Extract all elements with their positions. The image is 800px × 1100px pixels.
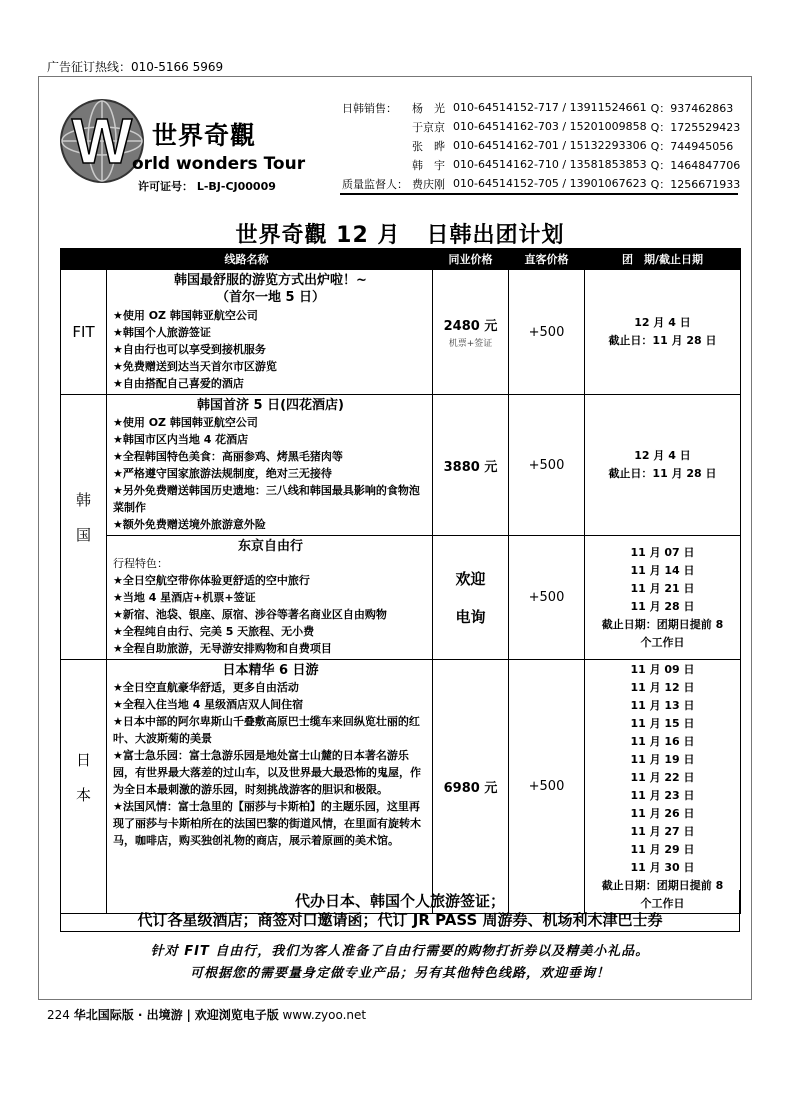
route-feature: ★另外免费赠送韩国历史遗地：三八线和韩国最具影响的食物泡菜制作 — [113, 484, 420, 514]
route-feature: ★使用 OZ 韩国韩亚航空公司 — [113, 416, 258, 429]
contact-label — [340, 155, 410, 174]
page-title — [0, 218, 800, 249]
deadline: 个工作日 — [640, 635, 685, 649]
route-title: 韩国最舒服的游览方式出炉啦！~ — [174, 273, 367, 288]
footer-note: 欢迎浏览电子版 — [194, 1008, 279, 1022]
tour-dates — [585, 660, 741, 914]
route-feature: ★全程自助旅游，无导游安排购物和自费项目 — [113, 642, 332, 655]
route-feature: ★免费赠送到达当天首尔市区游览 — [113, 360, 277, 373]
direct-price: +500 — [509, 395, 585, 536]
route-title: 日本精华 6 日游 — [222, 663, 319, 678]
contact-label: 质量监督人： — [342, 177, 408, 191]
title-part2: 日韩出团计划 — [426, 223, 565, 248]
date-item: 11 月 16 日 — [630, 734, 695, 748]
table-header-row — [61, 249, 741, 270]
tour-dates — [585, 395, 741, 536]
contact-qq: Q：1464847706 — [650, 158, 741, 172]
services-box — [60, 890, 740, 932]
route-feature: ★日本中部的阿尔卑斯山千叠敷高原巴士缆车来回纵览壮丽的红叶、大波斯菊的美景 — [113, 715, 420, 745]
date-item: 11 月 07 日 — [630, 545, 695, 559]
header — [50, 84, 740, 194]
date-item: 11 月 28 日 — [630, 599, 695, 613]
contact-phone: 010-64514152-717 / 13911524661 — [453, 101, 647, 114]
deadline: 个工作日 — [640, 896, 685, 910]
direct-price: +500 — [509, 270, 585, 395]
price-value: 2480 元 — [443, 319, 498, 334]
category-japan-cell — [61, 660, 107, 914]
contact-label: 日韩销售： — [342, 101, 397, 115]
contact-phone: 010-64514162-710 / 13581853853 — [453, 158, 647, 171]
route-feature: ★自由搭配自己喜爱的酒店 — [113, 377, 244, 390]
table-row — [61, 270, 741, 395]
date-item: 11 月 29 日 — [630, 842, 695, 856]
route-cell — [107, 395, 433, 536]
header-trade-price: 同业价格 — [433, 249, 509, 270]
date-item: 11 月 21 日 — [630, 581, 695, 595]
header-direct-price: 直客价格 — [509, 249, 585, 270]
category-korea: 韩国 — [74, 492, 92, 562]
table-row — [61, 395, 741, 536]
contact-row — [340, 117, 742, 136]
ad-hotline: 广告征订热线：010-5166 5969 — [47, 60, 224, 74]
route-feature: ★额外免费赠送境外旅游意外险 — [113, 518, 266, 531]
contact-row — [340, 155, 742, 174]
date-item: 11 月 09 日 — [630, 662, 695, 676]
license-number: 许可证号： L-BJ-CJ00009 — [138, 180, 276, 193]
contact-phone: 010-64514162-703 / 15201009858 — [453, 120, 647, 133]
route-feature: ★严格遵守国家旅游法规制度，绝对三无接待 — [113, 467, 332, 480]
contact-row — [340, 174, 742, 193]
trade-price — [433, 536, 509, 660]
route-feature: ★全程入住当地 4 星级酒店双人间住宿 — [113, 698, 304, 711]
contact-name: 杨 光 — [412, 101, 445, 115]
category-korea-cell — [61, 395, 107, 660]
price-note: 机票+签证 — [448, 339, 493, 349]
contact-phone: 010-64514162-701 / 15132293306 — [453, 139, 647, 152]
contact-name: 费庆刚 — [412, 177, 445, 191]
deadline: 截止日期：团期日提前 8 — [601, 878, 724, 892]
date-item: 11 月 30 日 — [630, 860, 695, 874]
deadline: 截止日期：团期日提前 8 — [601, 617, 724, 631]
direct-price: +500 — [509, 536, 585, 660]
route-feature: ★韩国个人旅游签证 — [113, 326, 211, 339]
route-feature: ★法国风情：富士急里的【丽莎与卡斯柏】的主题乐园，这里再现了丽莎与卡斯柏所在的法国巴黎的街道风情，在里面有旋转木马，咖啡店，购买独创礼物的商店，展示着原画的美术馆。 — [113, 800, 421, 847]
contact-label — [340, 117, 410, 136]
price-inquiry: 欢迎 — [455, 569, 486, 588]
services-line: 代办日本、韩国个人旅游签证； — [294, 892, 505, 910]
contact-qq: Q：744945056 — [650, 139, 734, 153]
contact-name: 韩 宇 — [412, 158, 445, 172]
route-cell — [107, 270, 433, 395]
date-item: 12 月 4 日 — [634, 449, 691, 462]
page-footer — [47, 1006, 366, 1023]
page-number: 224 — [47, 1008, 70, 1022]
route-feature: ★全日空航空带你体验更舒适的空中旅行 — [113, 574, 310, 587]
table-row — [61, 536, 741, 660]
contact-qq: Q：1256671933 — [650, 177, 741, 191]
route-feature: ★全程韩国特色美食：高丽参鸡、烤黑毛猪肉等 — [113, 450, 343, 463]
date-item: 11 月 13 日 — [630, 698, 695, 712]
footer-separator: | — [186, 1008, 191, 1022]
header-route: 线路名称 — [61, 249, 433, 270]
date-item: 11 月 12 日 — [630, 680, 695, 694]
route-feature: ★全程纯自由行、完美 5 天旅程、无小费 — [113, 625, 315, 638]
logo-letter: W — [71, 105, 133, 177]
trade-price — [433, 270, 509, 395]
trade-price: 3880 元 — [433, 395, 509, 536]
route-feature: ★新宿、池袋、银座、原宿、涉谷等著名商业区自由购物 — [113, 608, 387, 621]
route-feature: ★富士急乐园：富士急游乐园是地处富士山麓的日本著名游乐园，有世界最大落差的过山车，以及世界最大最恐怖的鬼屋，作为全日本最刺激的游乐园，时刻挑战游客的胆识和极限。 — [113, 749, 421, 796]
contact-label — [340, 136, 410, 155]
slogan-line: 针对 FIT 自由行，我们为客人准备了自由行需要的购物打折券以及精美小礼品。 — [150, 944, 650, 959]
website-link[interactable]: www.zyoo.net — [282, 1008, 367, 1022]
contact-row — [340, 136, 742, 155]
route-title: 东京自由行 — [237, 539, 303, 554]
direct-price: +500 — [509, 660, 585, 914]
brand-name-en: orld wonders Tour — [132, 154, 306, 174]
date-item: 12 月 4 日 — [634, 316, 691, 329]
deadline: 截止日：11 月 28 日 — [608, 467, 717, 480]
date-item: 11 月 14 日 — [630, 563, 695, 577]
tour-dates — [585, 270, 741, 395]
date-item: 11 月 27 日 — [630, 824, 695, 838]
trade-price: 6980 元 — [433, 660, 509, 914]
route-intro: 行程特色： — [113, 557, 168, 570]
date-item: 11 月 19 日 — [630, 752, 695, 766]
title-part1: 世界奇觀 12 月 — [235, 223, 401, 248]
route-cell — [107, 536, 433, 660]
route-title: 韩国首济 5 日(四花酒店) — [197, 398, 344, 413]
slogan-line: 可根据您的需要量身定做专业产品；另有其他特色线路，欢迎垂询！ — [189, 966, 610, 981]
contact-list — [340, 98, 741, 195]
tour-plan-table — [60, 248, 741, 914]
category-fit: FIT — [61, 270, 107, 395]
services-line: 代订各星级酒店；商签对口邀请函；代订 JR PASS 周游券、机场利木津巴士券 — [137, 911, 663, 929]
contact-row — [340, 98, 742, 117]
header-dates: 团 期/截止日期 — [585, 249, 741, 270]
route-subtitle: （首尔一地 5 日） — [215, 290, 326, 305]
contact-phone: 010-64514152-705 / 13901067623 — [453, 177, 647, 190]
route-feature: ★韩国市区内当地 4 花酒店 — [113, 433, 249, 446]
brand-name-cn: 世界奇觀 — [152, 121, 257, 150]
route-feature: ★使用 OZ 韩国韩亚航空公司 — [113, 309, 258, 322]
price-inquiry: 电询 — [455, 607, 486, 626]
deadline: 截止日：11 月 28 日 — [608, 334, 717, 347]
contact-name: 张 晔 — [412, 139, 445, 153]
contact-qq: Q：1725529423 — [650, 120, 741, 134]
contact-name: 于京京 — [412, 120, 445, 134]
route-feature: ★自由行也可以享受到接机服务 — [113, 343, 266, 356]
date-item: 11 月 22 日 — [630, 770, 695, 784]
route-cell — [107, 660, 433, 914]
table-row — [61, 660, 741, 914]
category-japan: 日本 — [74, 751, 92, 822]
date-item: 11 月 23 日 — [630, 788, 695, 802]
contact-qq: Q：937462863 — [650, 101, 734, 115]
route-feature: ★当地 4 星酒店+机票+签证 — [113, 591, 256, 604]
publication-name: 华北国际版 · 出境游 — [73, 1008, 183, 1022]
date-item: 11 月 26 日 — [630, 806, 695, 820]
tour-dates — [585, 536, 741, 660]
date-item: 11 月 15 日 — [630, 716, 695, 730]
route-feature: ★全日空直航豪华舒适，更多自由活动 — [113, 681, 299, 694]
